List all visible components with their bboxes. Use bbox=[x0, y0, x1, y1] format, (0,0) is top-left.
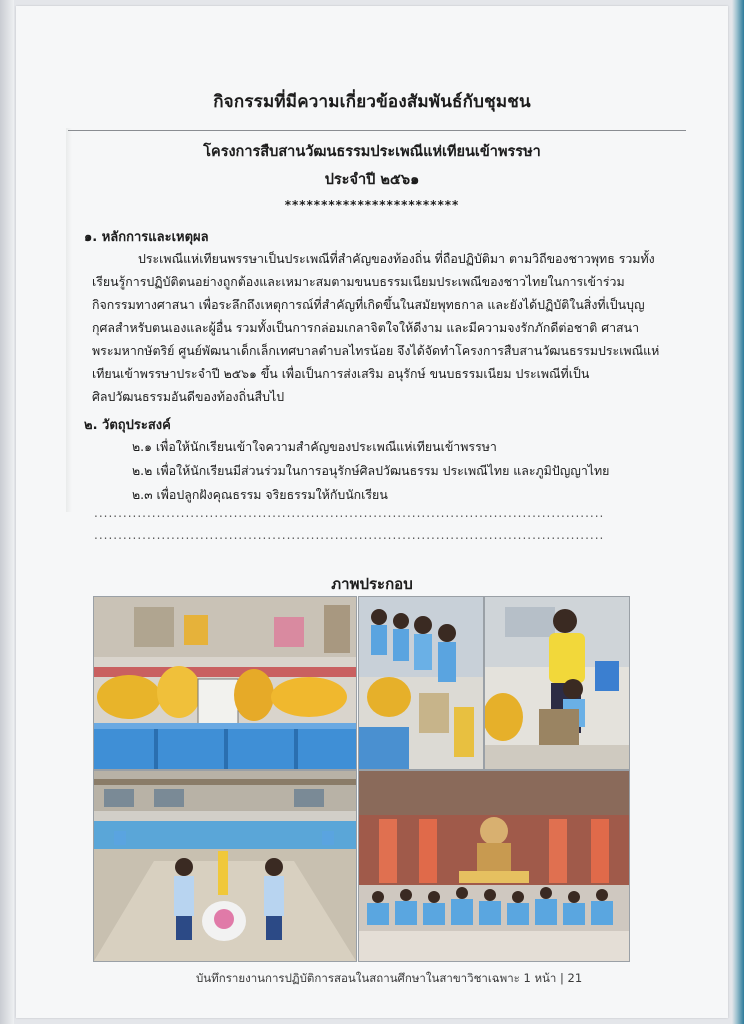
photo-teacher-child-image bbox=[485, 597, 629, 769]
objective-item: ๒.๓ เพื่อปลูกฝังคุณธรรม จริยธรรมให้กับนักเรียน bbox=[132, 487, 388, 502]
objective-item: ๒.๑ เพื่อให้นักเรียนเข้าใจความสำคัญของประเพณีแห่เทียนเข้าพรรษา bbox=[132, 439, 497, 454]
photo-children-line bbox=[358, 596, 484, 770]
photo-section-title: ภาพประกอบ bbox=[331, 575, 413, 593]
section1-line: ศิลปวัฒนธรรมอันดีของท้องถิ่นสืบไป bbox=[92, 389, 285, 404]
photo-candle-offerings-image bbox=[94, 597, 356, 769]
section1-line: เรียนรู้การปฏิบัติตนอย่างถูกต้องและเหมาะสมตามขนบธรรมเนียมประเพณีของชาวไทยในการเข้าร่วม bbox=[92, 274, 625, 289]
page-footer: บันทึกรายงานการปฏิบัติการสอนในสถานศึกษาในสาขาวิชาเฉพาะ 1 หน้า | 21 bbox=[196, 971, 583, 985]
photo-procession bbox=[93, 770, 357, 962]
photo-candle-offerings bbox=[93, 596, 357, 770]
photo-temple-group bbox=[358, 770, 630, 962]
project-title: โครงการสืบสานวัฒนธรรมประเพณีแห่เทียนเข้าพรรษา bbox=[203, 144, 541, 160]
section1-title: ๑. หลักการและเหตุผล bbox=[84, 230, 209, 245]
page-heading: กิจกรรมที่มีความเกี่ยวข้องสัมพันธ์กับชุมชน bbox=[213, 92, 531, 112]
objective-item: ๒.๒ เพื่อให้นักเรียนมีส่วนร่วมในการอนุรักษ์ศิลปวัฒนธรรม ประเพณีไทย และภูมิปัญญาไทย bbox=[132, 463, 610, 478]
section1-line: เทียนเข้าพรรษาประจำปี ๒๕๖๑ ขึ้น เพื่อเป็นการส่งเสริม อนุรักษ์ ขนบธรรมเนียม ประเพณีที่เป็น bbox=[92, 366, 590, 381]
star-divider: ************************ bbox=[284, 198, 460, 212]
photo-teacher-child bbox=[484, 596, 630, 770]
section2-title: ๒. วัตถุประสงค์ bbox=[84, 418, 171, 433]
dotted-line: .......................................................................................................... bbox=[94, 506, 605, 520]
photo-children-line-image bbox=[359, 597, 483, 769]
photo-procession-image bbox=[94, 771, 356, 961]
project-year: ประจำปี ๒๕๖๑ bbox=[324, 172, 420, 188]
section1-line: ประเพณีแห่เทียนพรรษาเป็นประเพณีที่สำคัญของท้องถิ่น ที่ถือปฏิบัติมา ตามวิถีของชาวพุทธ รวมทั้ง bbox=[138, 251, 655, 266]
photo-temple-group-image bbox=[359, 771, 629, 961]
section1-line: กุศลสำหรับตนเองและผู้อื่น รวมทั้งเป็นการกล่อมเกลาจิตใจให้ดีงาม และมีความจงรักภักดีต่อชาติ ศาสนา bbox=[92, 320, 640, 335]
section1-line: กิจกรรมทางศาสนา เพื่อระลึกถึงเหตุการณ์ที่สำคัญที่เกิดขึ้นในสมัยพุทธกาล และยังได้ปฏิบัติในสิ่งที่เป็นบุญ bbox=[92, 297, 645, 312]
dotted-line: .......................................................................................................... bbox=[94, 528, 605, 542]
section1-line: พระมหากษัตริย์ ศูนย์พัฒนาเด็กเล็กเทศบาลตำบลไทรน้อย จึงได้จัดทำโครงการสืบสานวัฒนธรรมประเพณีแห่ bbox=[92, 343, 660, 358]
